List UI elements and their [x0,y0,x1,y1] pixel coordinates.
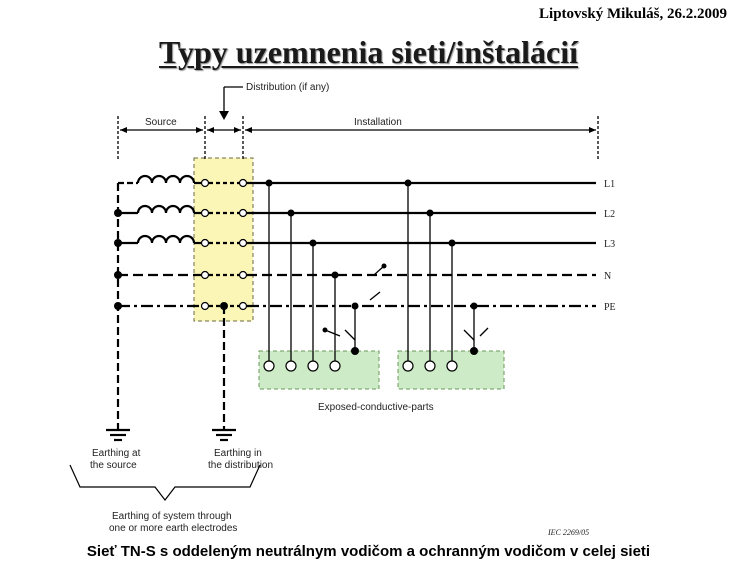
source-coil-l2 [138,206,194,213]
iec-reference: IEC 2269/05 [548,528,590,537]
conductor-label-n: N [604,271,612,282]
earthing-distribution-line2: the distribution [208,460,274,471]
earthing-source-line2: the source [90,460,137,471]
caption: Sieť TN-S s oddeleným neutrálnym vodičom a ochranným vodičom v celej sieti [86,543,651,560]
earthing-system-line1: Earthing of system through [112,511,232,522]
earthing-source-line1: Earthing at [92,448,141,459]
source-coil-l3 [138,236,194,243]
conductor-label-l3: L3 [604,239,616,250]
earthing-distribution-line1: Earthing in [214,448,262,459]
conductor-label-l2: L2 [604,209,616,220]
conductor-label-l1: L1 [604,179,616,190]
conductor-label-pe: PE [604,302,616,313]
source-coil-l1 [138,176,194,183]
distribution-arrow-icon [219,111,229,120]
source-label: Source [145,117,177,128]
distribution-label: Distribution (if any) [246,82,330,93]
exposed-parts-label: Exposed-conductive-parts [318,402,434,413]
installation-label: Installation [354,117,402,128]
place-date: Liptovský Mikuláš, 26.2.2009 [539,6,727,22]
exposed-parts-terminals-2 [403,361,457,371]
earth-source-icon [106,430,130,440]
earthing-system-line2: one or more earth electrodes [109,523,238,534]
page-title: Typy uzemnenia sieti/inštalácií [159,34,578,70]
exposed-part-box-1 [259,351,379,389]
earth-distribution-icon [212,430,236,440]
